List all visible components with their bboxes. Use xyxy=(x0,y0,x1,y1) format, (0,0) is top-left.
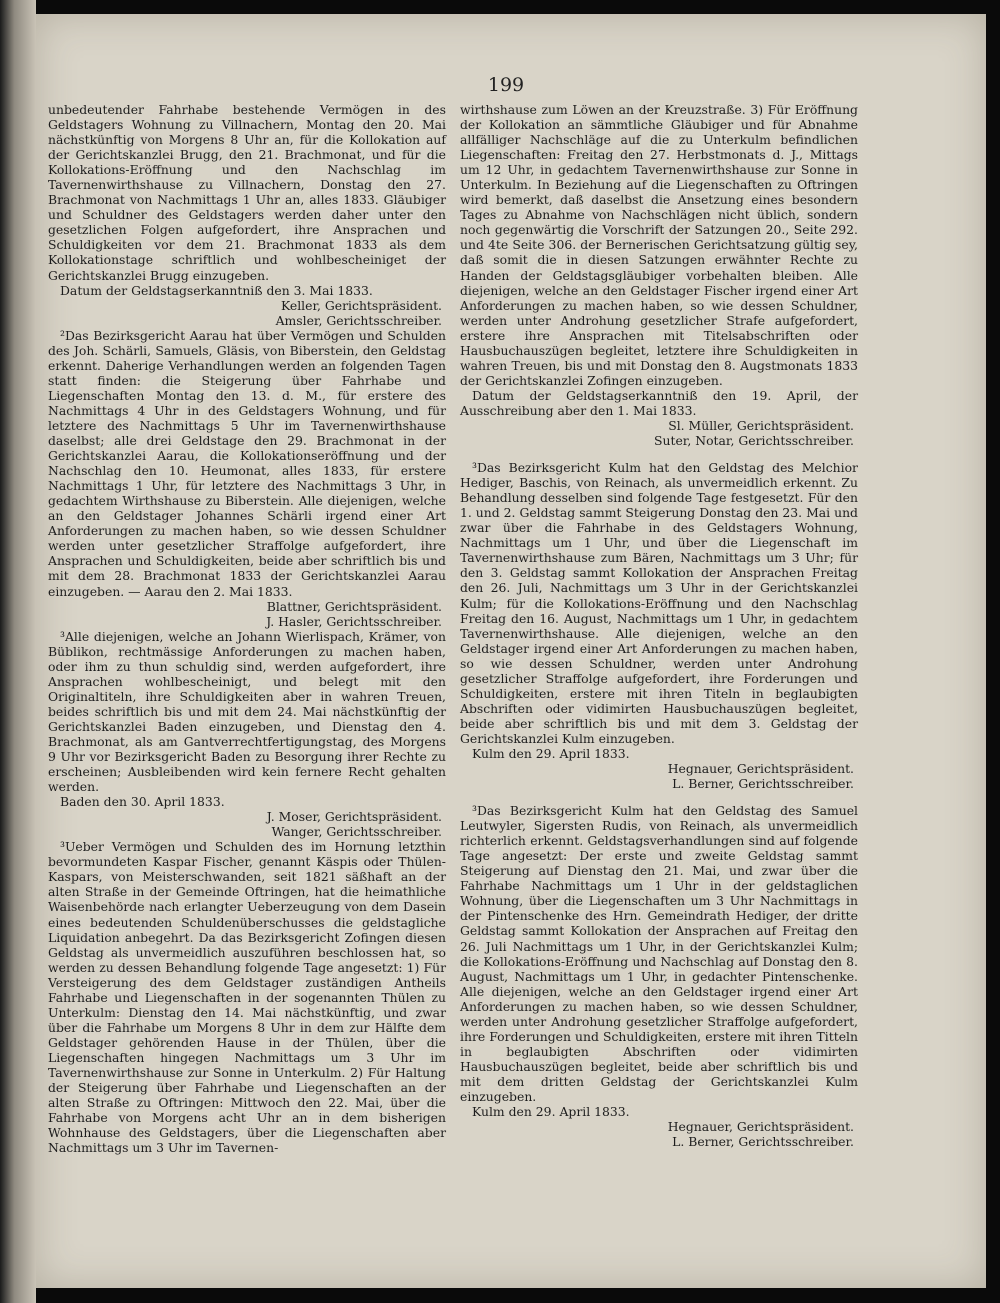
signature-line: Blattner, Gerichtspräsident. xyxy=(266,598,442,614)
notice-paragraph: wirthshause zum Löwen an der Kreuzstraße. 3) Für Eröffnung der Kollokation an sämmtliche Gläubiger und für Abnahme allfälliger Nachschläge auf die zu Unterkulm befindlichen Liegenschaften: Freitag den 27. Herbstmonats d. J., Mittags um 12 Uhr, in gedachtem Tavernenwirthshause zur Sonne in Unterkulm. In Beziehung auf die Liegenschaften zu Oftringen wird bemerkt, daß daselbst die Ansetzung eines besondern Tages zu Abnahme von Nachschlägen nicht üblich, sondern noch gegenwärtig die Vorschrift der Satzungen 20., Seite 292. und 4te Seite 306. der Bernerischen Gerichtsatzung gültig sey, daß somit die in diesen Satzungen erwähnter Rechte zu Handen der Geldstagsgläubiger vorbehalten bleiben. Alle diejenigen, welche an den Geldstager Fischer irgend einer Art Anforderungen zu machen haben, so wie dessen Schuldner, werden unter Androhung gesetzlicher Strafe aufgefordert, erstere ihre Ansprachen mit Titelsabschriften oder Hausbuchauszügen begleitet, letztere ihre Schuldigkeiten in wahren Treuen, bis und mit Donstag den 8. Augstmonats 1833 der Gerichtskanzlei Zofingen einzugeben. xyxy=(460,102,858,388)
signature-line: Amsler, Gerichtsschreiber. xyxy=(275,312,442,328)
signature-line: Sl. Müller, Gerichtspräsident. xyxy=(668,417,854,433)
notice-paragraph: ³Das Bezirksgericht Kulm hat den Geldstag des Samuel Leutwyler, Sigersten Rudis, von Reinach, als unvermeidlich richterlich erkennt. Geldstagsverhandlungen sind auf folgende Tage angesetzt: Der erste und zweite Geldstag sammt Steigerung auf Dienstag den 21. Mai, und zwar über die Fahrhabe Nachmittags um 1 Uhr in der geldstaglichen Wohnung, über die Liegenschaften um 3 Uhr Nachmittags in der Pintenschenke des Hrn. Gemeindrath Hediger, der dritte Geldstag sammt Kollokation der Ansprachen auf Freitag den 26. Juli Nachmittags um 1 Uhr, in der Gerichtskanzlei Kulm; die Kollokations-Eröffnung und Nachschlag auf Donstag den 8. August, Nachmittags um 1 Uhr, in gedachter Pintenschenke. Alle diejenigen, welche an den Geldstager irgend einer Art Anforderungen zu machen haben, so wie dessen Schuldner, werden unter Androhung gesetzlicher Straffolge aufgefordert, ihre Forderungen und Schuldigkeiten, erstere mit ihren Titteln in beglaubigten Abschriften oder vidimirten Hausbuchauszügen begleitet, beide aber schriftlich bis und mit dem dritten Geldstag der Gerichtskanzlei Kulm einzugeben. xyxy=(460,803,858,1104)
notice-paragraph: ²Das Bezirksgericht Aarau hat über Vermögen und Schulden des Joh. Schärli, Samuels, Gläsis, von Biberstein, den Geldstag erkennt. Daherige Verhandlungen werden an folgenden Tagen statt finden: die Steigerung über Fahrhabe und Liegenschaften Montag den 13. d. M., für erstere des Nachmittags 4 Uhr in des Geldstagers Wohnung, und für letztere des Nachmittags 5 Uhr im Tavernenwirthshause daselbst; alle drei Geldstage den 29. Brachmonat in der Gerichtskanzlei Aarau, die Kollokationseröffnung und der Nachschlag den 10. Heumonat, alles 1833, für erstere Nachmittags 1 Uhr, für letztere des Nachmittags 3 Uhr, in gedachtem Wirthshause zu Biberstein. Alle diejenigen, welche an den Geldstager Johannes Schärli irgend einer Art Anforderungen zu machen haben, so wie dessen Schuldner werden unter gesetzlicher Straffolge aufgefordert, ihre Ansprachen und Schuldigkeiten, beide aber schriftlich bis und mit dem 28. Brachmonat 1833 der Gerichtskanzlei Aarau einzugeben. — Aarau den 2. Mai 1833. xyxy=(48,327,446,599)
signature-line: L. Berner, Gerichtsschreiber. xyxy=(672,776,854,792)
date-line: Datum der Geldstagserkanntniß den 3. Mai 1833. xyxy=(60,282,373,298)
signature-line: Keller, Gerichtspräsident. xyxy=(280,297,442,313)
block-spacer xyxy=(460,448,858,460)
page-number: 199 xyxy=(487,74,525,96)
page-binding-edge xyxy=(0,0,36,1303)
signature-line: J. Moser, Gerichtspräsident. xyxy=(266,809,442,825)
date-line: Baden den 30. April 1833. xyxy=(60,794,225,810)
notice-paragraph: ³Das Bezirksgericht Kulm hat den Geldstag des Melchior Hediger, Baschis, von Reinach, als unvermeidlich erkennt. Zu Behandlung desselben sind folgende Tage festgesetzt. Für den 1. und 2. Geldstag sammt Steigerung Donstag den 23. Mai und zwar über die Fahrhabe in des Geldstagers Wohnung, Nachmittags um 1 Uhr, und über die Liegenschaft im Tavernenwirthshause zum Bären, Nachmittags um 3 Uhr; für den 3. Geldstag sammt Kollokation der Ansprachen Freitag den 26. Juli, Nachmittags um 3 Uhr in der Gerichtskanzlei Kulm; für die Kollokations-Eröffnung und den Nachschlag Freitag den 16. August, Nachmittags um 1 Uhr, in gedachtem Tavernenwirthshause. Alle diejenigen, welche an den Geldstager irgend einer Art Anforderungen zu machen haben, so wie dessen Schuldner, werden unter Androhung gesetzlicher Straffolge aufgefordert, ihre Forderungen und Schuldigkeiten, erstere mit ihren Titeln in beglaubigten Abschriften oder vidimirten Hausbuchauszügen begleitet, beide aber schriftlich bis und mit dem 3. Geldstag der Gerichtskanzlei Kulm einzugeben. xyxy=(460,460,858,746)
notice-paragraph: ³Ueber Vermögen und Schulden des im Hornung letzthin bevormundeten Kaspar Fischer, genannt Käspis oder Thülen-Kaspars, von Meisterschwanden, seit 1821 säßhaft an der alten Straße in der Gemeinde Oftringen, hat die heimathliche Waisenbehörde nach erlangter Ueberzeugung von dem Dasein eines bedeutenden Schuldenüberschusses die geldstagliche Liquidation anbegehrt. Da das Bezirksgericht Zofingen diesen Geldstag als unvermeidlich auszuführen beschlossen hat, so werden zu dessen Behandlung folgende Tage angesetzt: 1) Für Versteigerung des dem Geldstager zuständigen Antheils Fahrhabe und Liegenschaften in der sogenannten Thülen zu Unterkulm: Dienstag den 14. Mai nächstkünftig, und zwar über die Fahrhabe um Morgens 8 Uhr in dem zur Hälfte dem Geldstager gehörenden Hause in der Thülen, über die Liegenschaften hingegen Nachmittags um 3 Uhr im Tavernenwirthshause zur Sonne in Unterkulm. 2) Für Haltung der Steigerung über Fahrhabe und Liegenschaften an der alten Straße zu Oftringen: Mittwoch den 22. Mai, über die Fahrhabe von Morgens acht Uhr an in dem bisherigen Wohnhause des Geldstagers, über die Liegenschaften aber Nachmittags um 3 Uhr im Tavernen- xyxy=(48,839,446,1156)
notice-paragraph: ³Alle diejenigen, welche an Johann Wierlispach, Krämer, von Büblikon, rechtmässige Anforderungen zu machen haben, oder ihm zu thun schuldig sind, werden aufgefordert, ihre Ansprachen wohlbescheinigt, und belegt mit den Originaltiteln, ihre Schuldigkeiten aber in wahren Treuen, beides schriftlich bis und mit dem 24. Mai nächstkünftig der Gerichtskanzlei Baden einzugeben, und Dienstag den 4. Brachmonat, als am Gantverrechtfertigungstag, des Morgens 9 Uhr vor Bezirksgericht Baden zu Besorgung ihrer Rechte zu erscheinen; Ausbleibenden wird kein fernere Recht gehalten werden. xyxy=(48,628,446,795)
date-line: Kulm den 29. April 1833. xyxy=(472,745,630,761)
signature-line: Wanger, Gerichtsschreiber. xyxy=(271,824,442,840)
right-text-column xyxy=(460,102,858,1149)
signature-line: Suter, Notar, Gerichtsschreiber. xyxy=(654,433,854,449)
signature-line: Hegnauer, Gerichtspräsident. xyxy=(667,761,854,777)
signature-line: Hegnauer, Gerichtspräsident. xyxy=(667,1119,854,1135)
notice-paragraph: unbedeutender Fahrhabe bestehende Vermögen in des Geldstagers Wohnung zu Villnachern, Montag den 20. Mai nächstkünftig von Morgens 8 Uhr an, für die Kollokation auf der Gerichtskanzlei Brugg, den 21. Brachmonat, und für die Kollokations-Eröffnung und den Nachschlag im Tavernenwirthshause zu Villnachern, Donstag den 27. Brachmonat von Nachmittags 1 Uhr an, alles 1833. Gläubiger und Schuldner des Geldstagers werden daher unter den gesetzlichen Folgen aufgefordert, ihre Ansprachen und Schuldigkeiten vor dem 21. Brachmonat 1833 als dem Kollokationstage schriftlich und wohlbescheiniget der Gerichtskanzlei Brugg einzugeben. xyxy=(48,102,446,283)
left-text-column xyxy=(48,102,446,1155)
signature-line: J. Hasler, Gerichtsschreiber. xyxy=(266,613,442,629)
block-spacer xyxy=(460,791,858,803)
date-line: Kulm den 29. April 1833. xyxy=(472,1104,630,1120)
signature-line: L. Berner, Gerichtsschreiber. xyxy=(672,1134,854,1150)
date-line: Datum der Geldstagserkanntniß den 19. April, der Ausschreibung aber den 1. Mai 1833. xyxy=(460,387,858,418)
